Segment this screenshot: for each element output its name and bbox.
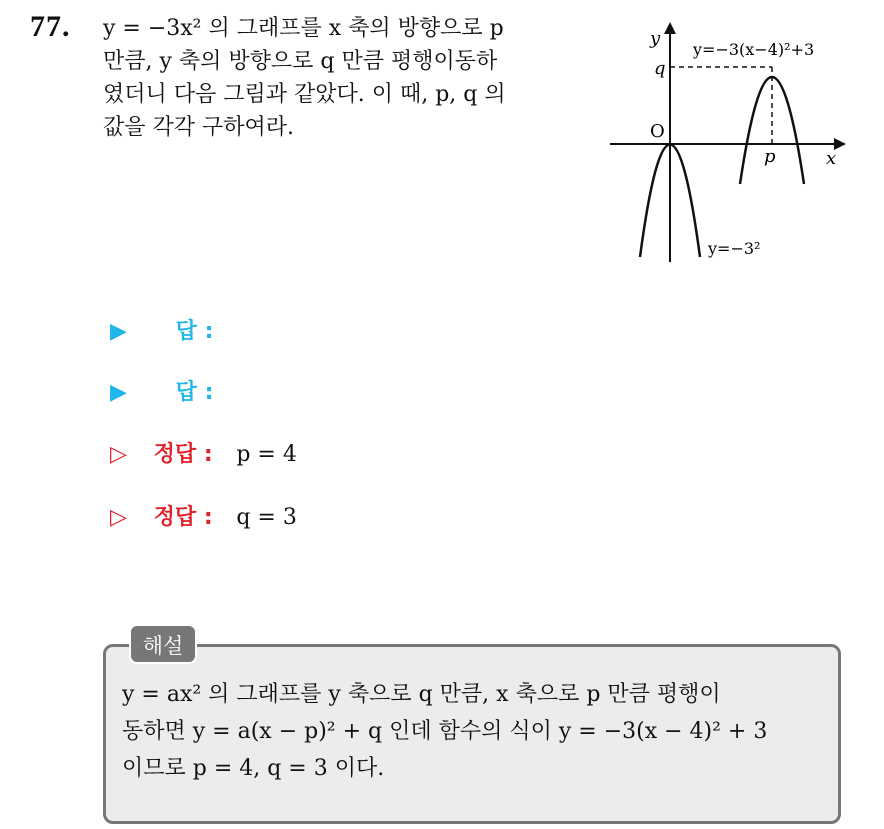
answer-label: 답 : <box>175 319 214 344</box>
solution-line: 이므로 p = 4, q = 3 이다. <box>122 756 385 781</box>
q-label: q <box>654 58 666 79</box>
question-line: 만큼, y 축의 방향으로 q 만큼 평행이동하 <box>103 49 498 74</box>
solution-line: y = ax² 의 그래프를 y 축으로 q 만큼, x 축으로 p 만큼 평행이 <box>122 682 721 707</box>
solution-line: 동하면 y = a(x − p)² + q 인데 함수의 식이 y = −3(x − 4)² + 3 <box>122 719 768 744</box>
answer-arrow-icon: ▷ <box>110 442 127 467</box>
parabola-graph <box>600 22 850 267</box>
answer-arrow-icon: ▶ <box>110 319 127 344</box>
question-line: y = −3x² 의 그래프를 x 축의 방향으로 p <box>103 16 504 41</box>
x-axis-label: x <box>826 148 837 169</box>
question-line: 값을 각각 구하여라. <box>103 115 294 140</box>
answer-row <box>110 375 229 406</box>
question-number: 77. <box>30 10 71 43</box>
correct-answer-label: 정답 : <box>153 505 213 530</box>
correct-answer-row <box>110 500 297 531</box>
shifted-curve-label: y=−3(x−4)²+3 <box>693 40 815 59</box>
correct-answer-row <box>110 437 297 468</box>
solution-tag: 해설 <box>129 624 197 664</box>
correct-answer-value: q = 3 <box>236 505 297 530</box>
origin-label: O <box>650 121 665 142</box>
question-line: 였더니 다음 그림과 같았다. 이 때, p, q 의 <box>103 82 506 107</box>
y-axis-arrow <box>664 22 676 34</box>
answer-arrow-icon: ▷ <box>110 505 127 530</box>
correct-answer-label: 정답 : <box>153 442 213 467</box>
answer-label: 답 : <box>175 380 214 405</box>
original-curve-label: y=−3² <box>708 239 761 258</box>
solution-text <box>122 676 834 787</box>
p-label: p <box>764 146 776 167</box>
correct-answer-value: p = 4 <box>236 442 297 467</box>
answer-row <box>110 314 229 345</box>
question-text <box>103 12 588 144</box>
answer-arrow-icon: ▶ <box>110 380 127 405</box>
y-axis-label: y <box>650 28 661 49</box>
